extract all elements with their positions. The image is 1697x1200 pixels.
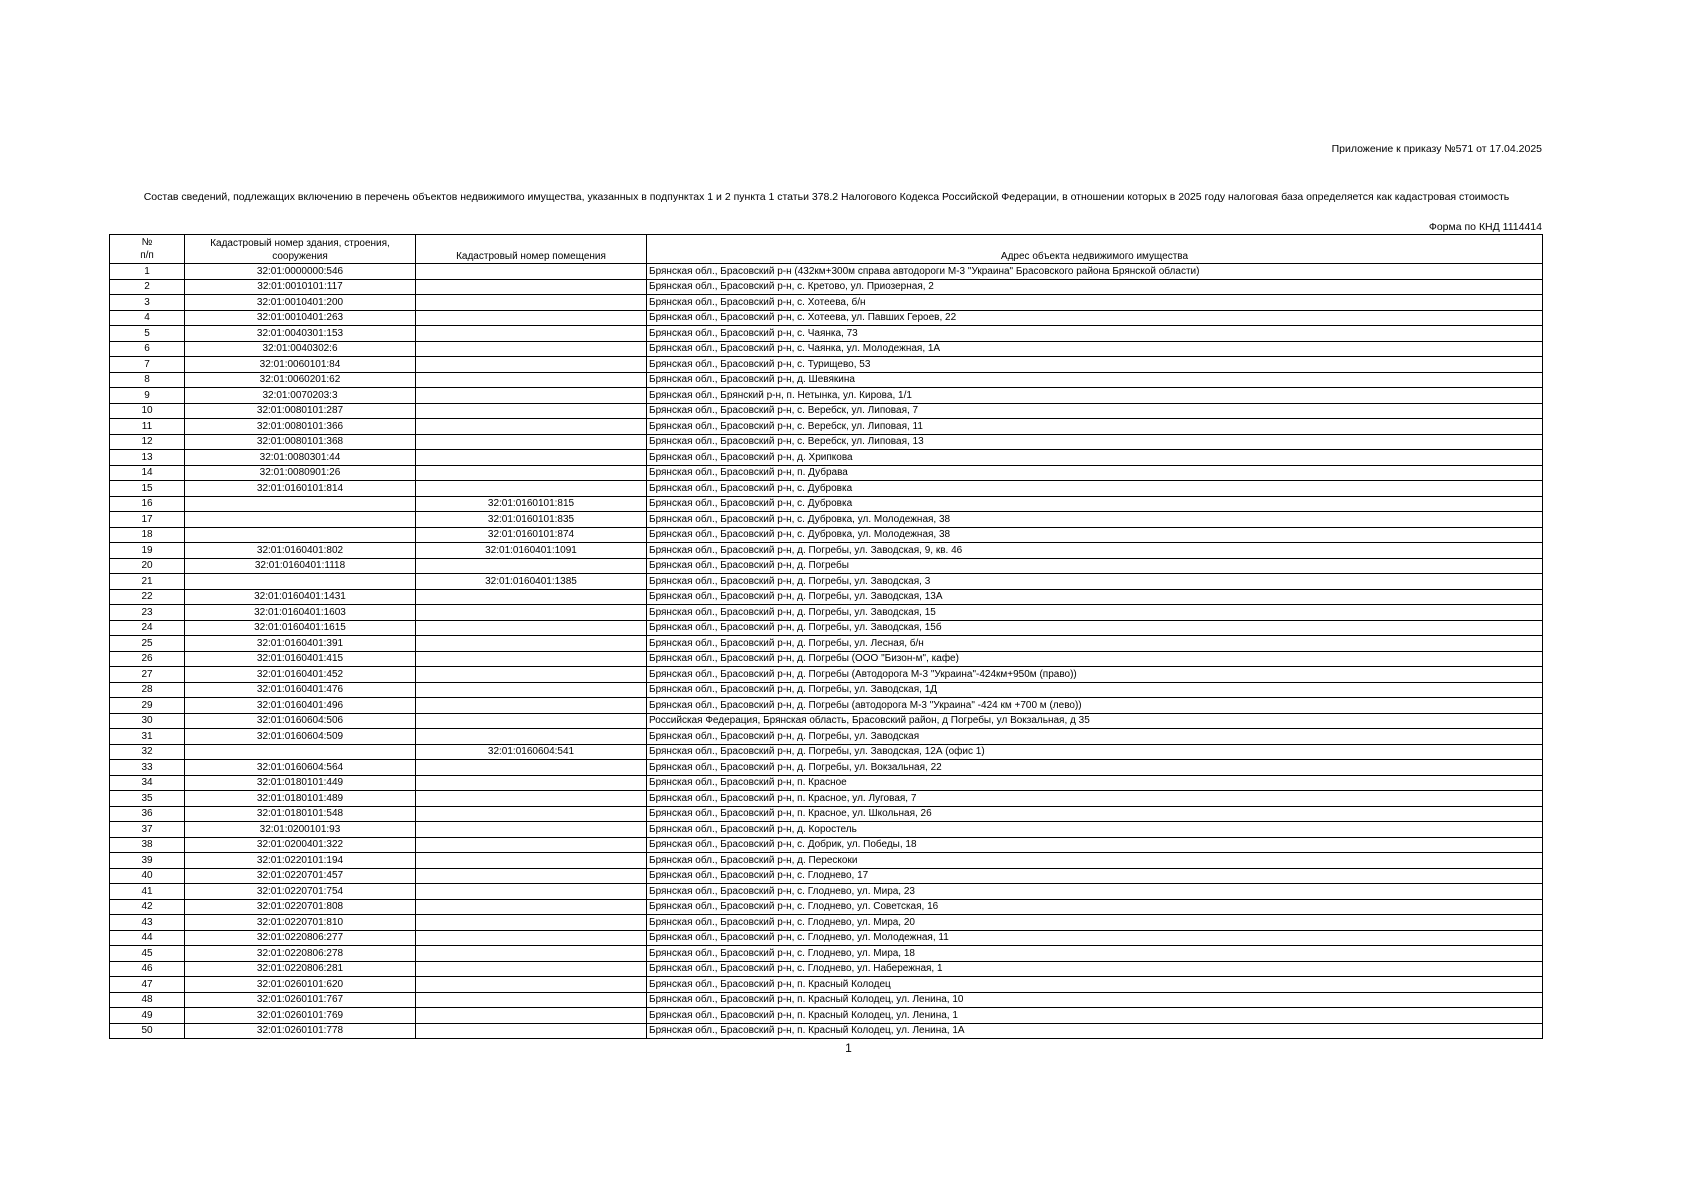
building-cadastral-cell: 32:01:0220701:810 bbox=[185, 915, 416, 931]
address-cell: Брянская обл., Брасовский р-н, д. Погребы, ул. Заводская, 15 bbox=[647, 605, 1543, 621]
table-header-row bbox=[110, 235, 1543, 264]
premise-cadastral-cell bbox=[416, 961, 647, 977]
premise-cadastral-cell bbox=[416, 930, 647, 946]
table-row bbox=[110, 961, 1543, 977]
address-cell: Брянская обл., Брасовский р-н, п. Красный Колодец bbox=[647, 977, 1543, 993]
building-cadastral-cell: 32:01:0160101:814 bbox=[185, 481, 416, 497]
building-cadastral-cell: 32:01:0160401:1431 bbox=[185, 589, 416, 605]
row-number-cell: 38 bbox=[110, 837, 185, 853]
row-number-cell: 20 bbox=[110, 558, 185, 574]
premise-cadastral-cell bbox=[416, 884, 647, 900]
row-number-cell: 29 bbox=[110, 698, 185, 714]
premise-cadastral-cell bbox=[416, 729, 647, 745]
table-row bbox=[110, 512, 1543, 528]
table-row bbox=[110, 589, 1543, 605]
building-cadastral-cell: 32:01:0220701:754 bbox=[185, 884, 416, 900]
address-cell: Брянская обл., Брасовский р-н, с. Глоднево, 17 bbox=[647, 868, 1543, 884]
premise-cadastral-cell bbox=[416, 698, 647, 714]
building-cadastral-cell: 32:01:0010401:263 bbox=[185, 310, 416, 326]
address-cell: Брянская обл., Брасовский р-н, с. Турищево, 53 bbox=[647, 357, 1543, 373]
building-cadastral-cell bbox=[185, 527, 416, 543]
building-cadastral-cell: 32:01:0220101:194 bbox=[185, 853, 416, 869]
table-row bbox=[110, 791, 1543, 807]
premise-cadastral-cell bbox=[416, 1008, 647, 1024]
row-number-cell: 33 bbox=[110, 760, 185, 776]
address-cell: Брянская обл., Брасовский р-н, д. Хрипкова bbox=[647, 450, 1543, 466]
column-header-address: Адрес объекта недвижимого имущества bbox=[647, 235, 1543, 264]
row-number-cell: 21 bbox=[110, 574, 185, 590]
premise-cadastral-cell: 32:01:0160101:835 bbox=[416, 512, 647, 528]
row-number-cell: 2 bbox=[110, 279, 185, 295]
premise-cadastral-cell bbox=[416, 589, 647, 605]
building-cadastral-cell: 32:01:0160401:476 bbox=[185, 682, 416, 698]
table-row bbox=[110, 574, 1543, 590]
table-row bbox=[110, 915, 1543, 931]
building-cadastral-cell bbox=[185, 744, 416, 760]
premise-cadastral-cell bbox=[416, 465, 647, 481]
address-cell: Брянская обл., Брасовский р-н, д. Погребы bbox=[647, 558, 1543, 574]
address-cell: Брянская обл., Брасовский р-н, п. Красное, ул. Школьная, 26 bbox=[647, 806, 1543, 822]
row-number-cell: 47 bbox=[110, 977, 185, 993]
table-row bbox=[110, 636, 1543, 652]
building-cadastral-cell: 32:01:0080101:366 bbox=[185, 419, 416, 435]
table-row bbox=[110, 775, 1543, 791]
premise-cadastral-cell bbox=[416, 310, 647, 326]
building-cadastral-cell: 32:01:0220701:457 bbox=[185, 868, 416, 884]
premise-cadastral-cell: 32:01:0160401:1091 bbox=[416, 543, 647, 559]
row-number-cell: 10 bbox=[110, 403, 185, 419]
row-number-cell: 6 bbox=[110, 341, 185, 357]
row-number-cell: 48 bbox=[110, 992, 185, 1008]
premise-cadastral-cell bbox=[416, 837, 647, 853]
building-cadastral-cell: 32:01:0070203:3 bbox=[185, 388, 416, 404]
table-row bbox=[110, 760, 1543, 776]
row-number-cell: 4 bbox=[110, 310, 185, 326]
table-row bbox=[110, 326, 1543, 342]
building-cadastral-cell: 32:01:0160604:506 bbox=[185, 713, 416, 729]
row-number-cell: 16 bbox=[110, 496, 185, 512]
address-cell: Брянская обл., Брасовский р-н, с. Дубровка, ул. Молодежная, 38 bbox=[647, 527, 1543, 543]
row-number-cell: 31 bbox=[110, 729, 185, 745]
table-row bbox=[110, 357, 1543, 373]
table-row bbox=[110, 558, 1543, 574]
table-row bbox=[110, 729, 1543, 745]
table-row bbox=[110, 744, 1543, 760]
premise-cadastral-cell bbox=[416, 899, 647, 915]
table-row bbox=[110, 853, 1543, 869]
premise-cadastral-cell: 32:01:0160604:541 bbox=[416, 744, 647, 760]
table-row bbox=[110, 543, 1543, 559]
building-cadastral-cell: 32:01:0160401:496 bbox=[185, 698, 416, 714]
building-cadastral-cell: 32:01:0160401:802 bbox=[185, 543, 416, 559]
address-cell: Брянская обл., Брасовский р-н (432км+300м справа автодороги М-3 "Украина" Брасовского района Брянской области) bbox=[647, 264, 1543, 280]
premise-cadastral-cell: 32:01:0160101:874 bbox=[416, 527, 647, 543]
row-number-cell: 9 bbox=[110, 388, 185, 404]
building-cadastral-cell: 32:01:0160401:452 bbox=[185, 667, 416, 683]
table-row bbox=[110, 992, 1543, 1008]
row-number-cell: 22 bbox=[110, 589, 185, 605]
table-row bbox=[110, 822, 1543, 838]
address-cell: Брянская обл., Брасовский р-н, д. Погребы, ул. Лесная, б/н bbox=[647, 636, 1543, 652]
premise-cadastral-cell bbox=[416, 279, 647, 295]
row-number-cell: 32 bbox=[110, 744, 185, 760]
address-cell: Брянская обл., Брасовский р-н, д. Погребы, ул. Заводская, 13А bbox=[647, 589, 1543, 605]
premise-cadastral-cell bbox=[416, 357, 647, 373]
address-cell: Брянская обл., Брасовский р-н, с. Глоднево, ул. Набережная, 1 bbox=[647, 961, 1543, 977]
column-header-building-cadastral: Кадастровый номер здания, строения, сооружения bbox=[185, 235, 416, 264]
premise-cadastral-cell bbox=[416, 853, 647, 869]
row-number-cell: 39 bbox=[110, 853, 185, 869]
building-cadastral-cell: 32:01:0180101:548 bbox=[185, 806, 416, 822]
premise-cadastral-cell bbox=[416, 558, 647, 574]
address-cell: Брянская обл., Брасовский р-н, с. Глоднево, ул. Мира, 20 bbox=[647, 915, 1543, 931]
row-number-cell: 15 bbox=[110, 481, 185, 497]
table-row bbox=[110, 682, 1543, 698]
building-cadastral-cell: 32:01:0260101:620 bbox=[185, 977, 416, 993]
premise-cadastral-cell bbox=[416, 775, 647, 791]
premise-cadastral-cell bbox=[416, 620, 647, 636]
building-cadastral-cell: 32:01:0180101:489 bbox=[185, 791, 416, 807]
building-cadastral-cell: 32:01:0160401:1603 bbox=[185, 605, 416, 621]
building-cadastral-cell: 32:01:0160401:1615 bbox=[185, 620, 416, 636]
table-row bbox=[110, 496, 1543, 512]
appendix-note: Приложение к приказу №571 от 17.04.2025 bbox=[1331, 143, 1542, 155]
row-number-cell: 30 bbox=[110, 713, 185, 729]
row-number-cell: 12 bbox=[110, 434, 185, 450]
table-row bbox=[110, 667, 1543, 683]
address-cell: Брянская обл., Брасовский р-н, с. Дубровка, ул. Молодежная, 38 bbox=[647, 512, 1543, 528]
premise-cadastral-cell bbox=[416, 682, 647, 698]
table-row bbox=[110, 946, 1543, 962]
table-row bbox=[110, 481, 1543, 497]
row-number-cell: 44 bbox=[110, 930, 185, 946]
address-cell: Брянская обл., Брянский р-н, п. Нетынка, ул. Кирова, 1/1 bbox=[647, 388, 1543, 404]
address-cell: Брянская обл., Брасовский р-н, д. Погребы, ул. Вокзальная, 22 bbox=[647, 760, 1543, 776]
premise-cadastral-cell bbox=[416, 481, 647, 497]
table-row bbox=[110, 620, 1543, 636]
table-row bbox=[110, 295, 1543, 311]
table-row bbox=[110, 806, 1543, 822]
table-row bbox=[110, 837, 1543, 853]
page-number: 1 bbox=[845, 1041, 852, 1055]
row-number-cell: 1 bbox=[110, 264, 185, 280]
address-cell: Брянская обл., Брасовский р-н, с. Добрик, ул. Победы, 18 bbox=[647, 837, 1543, 853]
address-cell: Брянская обл., Брасовский р-н, д. Перескоки bbox=[647, 853, 1543, 869]
table-row bbox=[110, 1023, 1543, 1039]
building-cadastral-cell: 32:01:0060201:62 bbox=[185, 372, 416, 388]
address-cell: Брянская обл., Брасовский р-н, д. Погребы, ул. Заводская, 1Д bbox=[647, 682, 1543, 698]
row-number-cell: 24 bbox=[110, 620, 185, 636]
premise-cadastral-cell bbox=[416, 651, 647, 667]
address-cell: Брянская обл., Брасовский р-н, с. Дубровка bbox=[647, 496, 1543, 512]
row-number-cell: 46 bbox=[110, 961, 185, 977]
premise-cadastral-cell bbox=[416, 992, 647, 1008]
premise-cadastral-cell bbox=[416, 806, 647, 822]
column-header-number-line2: п/п bbox=[140, 250, 154, 261]
table-row bbox=[110, 465, 1543, 481]
row-number-cell: 26 bbox=[110, 651, 185, 667]
building-cadastral-cell: 32:01:0080901:26 bbox=[185, 465, 416, 481]
table-row bbox=[110, 372, 1543, 388]
premise-cadastral-cell: 32:01:0160101:815 bbox=[416, 496, 647, 512]
address-cell: Брянская обл., Брасовский р-н, д. Погребы, ул. Заводская, 9, кв. 46 bbox=[647, 543, 1543, 559]
row-number-cell: 28 bbox=[110, 682, 185, 698]
table-row bbox=[110, 1008, 1543, 1024]
building-cadastral-cell: 32:01:0220806:277 bbox=[185, 930, 416, 946]
row-number-cell: 27 bbox=[110, 667, 185, 683]
address-cell: Брянская обл., Брасовский р-н, с. Хотеева, ул. Павших Героев, 22 bbox=[647, 310, 1543, 326]
building-cadastral-cell: 32:01:0080101:368 bbox=[185, 434, 416, 450]
building-cadastral-cell: 32:01:0040302:6 bbox=[185, 341, 416, 357]
table-row bbox=[110, 403, 1543, 419]
address-cell: Брянская обл., Брасовский р-н, с. Дубровка bbox=[647, 481, 1543, 497]
table-body bbox=[110, 264, 1543, 1039]
document-heading: Состав сведений, подлежащих включению в перечень объектов недвижимого имущества, указанных в подпунктах 1 и 2 пункта 1 статьи 378.2 Налогового Кодекса Российской Федерации, в отношении которых в 2025 году налоговая база определяется как кадастровая стоимость bbox=[143, 191, 1510, 203]
building-cadastral-cell: 32:01:0260101:778 bbox=[185, 1023, 416, 1039]
address-cell: Брянская обл., Брасовский р-н, д. Шевякина bbox=[647, 372, 1543, 388]
address-cell: Брянская обл., Брасовский р-н, д. Погребы, ул. Заводская, 15б bbox=[647, 620, 1543, 636]
building-cadastral-cell bbox=[185, 574, 416, 590]
premise-cadastral-cell bbox=[416, 341, 647, 357]
table-row bbox=[110, 264, 1543, 280]
table-row bbox=[110, 388, 1543, 404]
table-row bbox=[110, 419, 1543, 435]
row-number-cell: 41 bbox=[110, 884, 185, 900]
address-cell: Брянская обл., Брасовский р-н, п. Красный Колодец, ул. Ленина, 1А bbox=[647, 1023, 1543, 1039]
row-number-cell: 50 bbox=[110, 1023, 185, 1039]
building-cadastral-cell: 32:01:0160401:391 bbox=[185, 636, 416, 652]
building-cadastral-cell: 32:01:0000000:546 bbox=[185, 264, 416, 280]
building-cadastral-cell: 32:01:0080101:287 bbox=[185, 403, 416, 419]
address-cell: Брянская обл., Брасовский р-н, д. Погребы, ул. Заводская, 3 bbox=[647, 574, 1543, 590]
address-cell: Брянская обл., Брасовский р-н, с. Веребск, ул. Липовая, 13 bbox=[647, 434, 1543, 450]
table-row bbox=[110, 434, 1543, 450]
building-cadastral-cell: 32:01:0010401:200 bbox=[185, 295, 416, 311]
table-row bbox=[110, 341, 1543, 357]
address-cell: Брянская обл., Брасовский р-н, д. Погребы, ул. Заводская bbox=[647, 729, 1543, 745]
premise-cadastral-cell bbox=[416, 372, 647, 388]
row-number-cell: 36 bbox=[110, 806, 185, 822]
address-cell: Брянская обл., Брасовский р-н, с. Хотеева, б/н bbox=[647, 295, 1543, 311]
premise-cadastral-cell bbox=[416, 295, 647, 311]
table-row bbox=[110, 527, 1543, 543]
building-cadastral-cell: 32:01:0080301:44 bbox=[185, 450, 416, 466]
address-cell: Брянская обл., Брасовский р-н, с. Веребск, ул. Липовая, 7 bbox=[647, 403, 1543, 419]
row-number-cell: 23 bbox=[110, 605, 185, 621]
premise-cadastral-cell bbox=[416, 946, 647, 962]
table-row bbox=[110, 713, 1543, 729]
row-number-cell: 18 bbox=[110, 527, 185, 543]
row-number-cell: 34 bbox=[110, 775, 185, 791]
premise-cadastral-cell bbox=[416, 605, 647, 621]
row-number-cell: 14 bbox=[110, 465, 185, 481]
address-cell: Брянская обл., Брасовский р-н, п. Красный Колодец, ул. Ленина, 1 bbox=[647, 1008, 1543, 1024]
form-code: Форма по КНД 1114414 bbox=[1428, 221, 1542, 233]
row-number-cell: 43 bbox=[110, 915, 185, 931]
building-cadastral-cell: 32:01:0160604:509 bbox=[185, 729, 416, 745]
address-cell: Брянская обл., Брасовский р-н, с. Чаянка, 73 bbox=[647, 326, 1543, 342]
address-cell: Брянская обл., Брасовский р-н, с. Глоднево, ул. Советская, 16 bbox=[647, 899, 1543, 915]
row-number-cell: 40 bbox=[110, 868, 185, 884]
premise-cadastral-cell bbox=[416, 1023, 647, 1039]
building-cadastral-cell: 32:01:0160604:564 bbox=[185, 760, 416, 776]
row-number-cell: 5 bbox=[110, 326, 185, 342]
building-cadastral-cell: 32:01:0010101:117 bbox=[185, 279, 416, 295]
building-cadastral-cell: 32:01:0220806:278 bbox=[185, 946, 416, 962]
table-row bbox=[110, 310, 1543, 326]
table-row bbox=[110, 884, 1543, 900]
row-number-cell: 25 bbox=[110, 636, 185, 652]
building-cadastral-cell: 32:01:0160401:415 bbox=[185, 651, 416, 667]
row-number-cell: 42 bbox=[110, 899, 185, 915]
address-cell: Брянская обл., Брасовский р-н, д. Погребы, ул. Заводская, 12А (офис 1) bbox=[647, 744, 1543, 760]
address-cell: Брянская обл., Брасовский р-н, д. Погребы (Автодорога М-3 "Украина"-424км+950м (право)) bbox=[647, 667, 1543, 683]
address-cell: Брянская обл., Брасовский р-н, п. Красный Колодец, ул. Ленина, 10 bbox=[647, 992, 1543, 1008]
premise-cadastral-cell bbox=[416, 636, 647, 652]
table-row bbox=[110, 930, 1543, 946]
building-cadastral-cell: 32:01:0060101:84 bbox=[185, 357, 416, 373]
premise-cadastral-cell bbox=[416, 977, 647, 993]
row-number-cell: 7 bbox=[110, 357, 185, 373]
address-cell: Брянская обл., Брасовский р-н, д. Погребы (автодорога М-3 "Украина" -424 км +700 м (лево)) bbox=[647, 698, 1543, 714]
premise-cadastral-cell bbox=[416, 791, 647, 807]
column-header-number-line1: № bbox=[141, 237, 153, 248]
premise-cadastral-cell bbox=[416, 713, 647, 729]
building-cadastral-cell: 32:01:0180101:449 bbox=[185, 775, 416, 791]
row-number-cell: 17 bbox=[110, 512, 185, 528]
address-cell: Брянская обл., Брасовский р-н, д. Коростель bbox=[647, 822, 1543, 838]
table-row bbox=[110, 868, 1543, 884]
table-row bbox=[110, 698, 1543, 714]
premise-cadastral-cell bbox=[416, 822, 647, 838]
premise-cadastral-cell bbox=[416, 419, 647, 435]
row-number-cell: 35 bbox=[110, 791, 185, 807]
table-row bbox=[110, 279, 1543, 295]
row-number-cell: 11 bbox=[110, 419, 185, 435]
premise-cadastral-cell bbox=[416, 667, 647, 683]
building-cadastral-cell: 32:01:0260101:767 bbox=[185, 992, 416, 1008]
premise-cadastral-cell bbox=[416, 326, 647, 342]
premise-cadastral-cell bbox=[416, 450, 647, 466]
building-cadastral-cell: 32:01:0160401:1118 bbox=[185, 558, 416, 574]
building-cadastral-cell: 32:01:0040301:153 bbox=[185, 326, 416, 342]
address-cell: Брянская обл., Брасовский р-н, с. Веребск, ул. Липовая, 11 bbox=[647, 419, 1543, 435]
property-register-table bbox=[109, 234, 1543, 1039]
row-number-cell: 3 bbox=[110, 295, 185, 311]
table-row bbox=[110, 450, 1543, 466]
address-cell: Брянская обл., Брасовский р-н, д. Погребы (ООО "Бизон-м", кафе) bbox=[647, 651, 1543, 667]
premise-cadastral-cell bbox=[416, 403, 647, 419]
premise-cadastral-cell bbox=[416, 434, 647, 450]
row-number-cell: 45 bbox=[110, 946, 185, 962]
address-cell: Брянская обл., Брасовский р-н, с. Чаянка, ул. Молодежная, 1А bbox=[647, 341, 1543, 357]
premise-cadastral-cell bbox=[416, 264, 647, 280]
address-cell: Брянская обл., Брасовский р-н, п. Красное bbox=[647, 775, 1543, 791]
row-number-cell: 19 bbox=[110, 543, 185, 559]
row-number-cell: 37 bbox=[110, 822, 185, 838]
table-row bbox=[110, 605, 1543, 621]
address-cell: Брянская обл., Брасовский р-н, п. Дубрава bbox=[647, 465, 1543, 481]
building-cadastral-cell: 32:01:0200401:322 bbox=[185, 837, 416, 853]
row-number-cell: 8 bbox=[110, 372, 185, 388]
address-cell: Брянская обл., Брасовский р-н, с. Глоднево, ул. Молодежная, 11 bbox=[647, 930, 1543, 946]
table-row bbox=[110, 977, 1543, 993]
building-cadastral-cell bbox=[185, 512, 416, 528]
table-row bbox=[110, 651, 1543, 667]
address-cell: Российская Федерация, Брянская область, Брасовский район, д Погребы, ул Вокзальная, д 35 bbox=[647, 713, 1543, 729]
address-cell: Брянская обл., Брасовский р-н, п. Красное, ул. Луговая, 7 bbox=[647, 791, 1543, 807]
building-cadastral-cell: 32:01:0200101:93 bbox=[185, 822, 416, 838]
column-header-premise-cadastral: Кадастровый номер помещения bbox=[416, 235, 647, 264]
row-number-cell: 49 bbox=[110, 1008, 185, 1024]
column-header-number bbox=[110, 235, 185, 264]
premise-cadastral-cell: 32:01:0160401:1385 bbox=[416, 574, 647, 590]
premise-cadastral-cell bbox=[416, 868, 647, 884]
address-cell: Брянская обл., Брасовский р-н, с. Глоднево, ул. Мира, 18 bbox=[647, 946, 1543, 962]
building-cadastral-cell bbox=[185, 496, 416, 512]
table-row bbox=[110, 899, 1543, 915]
premise-cadastral-cell bbox=[416, 760, 647, 776]
premise-cadastral-cell bbox=[416, 388, 647, 404]
address-cell: Брянская обл., Брасовский р-н, с. Кретово, ул. Приозерная, 2 bbox=[647, 279, 1543, 295]
row-number-cell: 13 bbox=[110, 450, 185, 466]
address-cell: Брянская обл., Брасовский р-н, с. Глоднево, ул. Мира, 23 bbox=[647, 884, 1543, 900]
building-cadastral-cell: 32:01:0220701:808 bbox=[185, 899, 416, 915]
building-cadastral-cell: 32:01:0260101:769 bbox=[185, 1008, 416, 1024]
premise-cadastral-cell bbox=[416, 915, 647, 931]
building-cadastral-cell: 32:01:0220806:281 bbox=[185, 961, 416, 977]
